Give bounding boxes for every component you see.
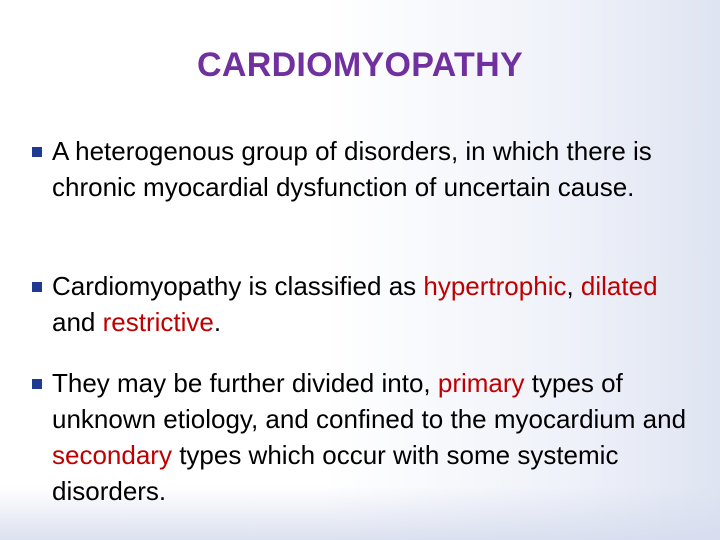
highlight-term-primary: primary: [437, 368, 525, 398]
bullet-text-segment: A heterogenous group of disorders, in which there is chronic myocardial dysfunction of uncertain cause.: [52, 136, 652, 202]
bullet-text-segment: and: [52, 307, 103, 337]
highlight-term-secondary: secondary: [52, 440, 172, 470]
bullet-text: [52, 365, 704, 509]
bullet-text-segment: types of unknown etiology, and confined to the myocardium and: [52, 368, 687, 434]
bullet-text: [52, 268, 704, 340]
bullet-text-segment: Cardiomyopathy is classified as: [52, 271, 424, 301]
bullet-text-segment: ,: [566, 271, 581, 301]
square-bullet-icon: [32, 379, 42, 389]
highlight-term-hypertrophic: hypertrophic: [423, 271, 567, 301]
bullet-text-segment: .: [213, 307, 222, 337]
bullet-text-segment: types which occur with some systemic disorders.: [52, 440, 619, 506]
square-bullet-icon: [32, 282, 42, 292]
bullet-text: [52, 133, 704, 205]
bullet-text-segment: They may be further divided into,: [52, 368, 438, 398]
highlight-term-dilated: dilated: [580, 271, 658, 301]
square-bullet-icon: [32, 147, 42, 157]
highlight-term-restrictive: restrictive: [102, 307, 214, 337]
slide-title: CARDIOMYOPATHY: [197, 46, 523, 84]
